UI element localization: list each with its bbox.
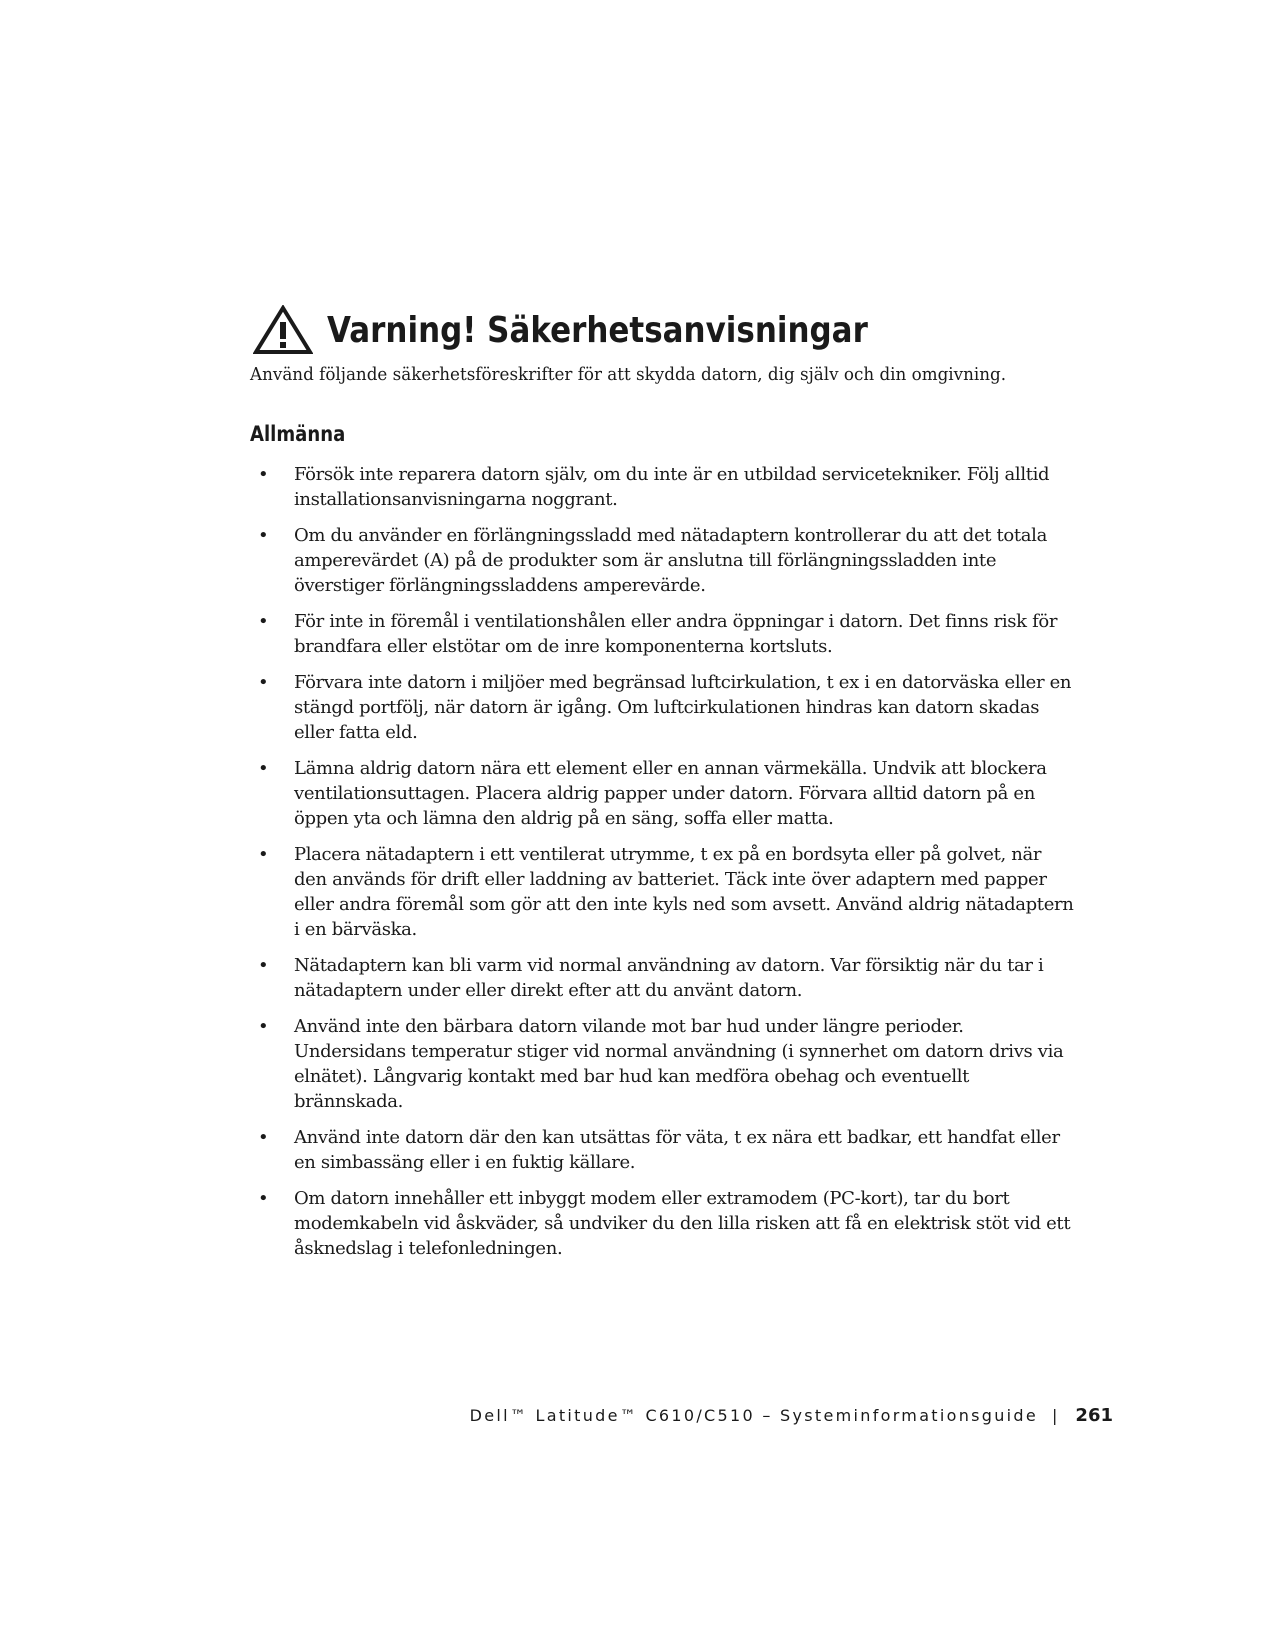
page-title: Varning! Säkerhetsanvisningar [327, 309, 868, 351]
intro-text: Använd följande säkerhetsföreskrifter för att skydda datorn, dig själv och din omgivning. [250, 364, 1007, 385]
list-item-text: Använd inte datorn där den kan utsättas för väta, t ex nära ett badkar, ett handfat eller en simbassäng eller i en fuktig källare. [294, 1127, 1060, 1173]
bullet-icon: • [258, 464, 269, 485]
title-row [253, 305, 956, 355]
list-item [258, 1014, 1078, 1114]
list-item [258, 462, 1078, 512]
bullet-list [258, 462, 1078, 1272]
bullet-icon: • [258, 844, 269, 865]
bullet-icon: • [258, 1188, 269, 1209]
footer-title: Dell™ Latitude™ C610/C510 – Systeminformationsguide [469, 1406, 1039, 1425]
list-item-text: Förvara inte datorn i miljöer med begränsad luftcirkulation, t ex i en datorväska eller en stängd portfölj, när datorn är igång. Om luftcirkulationen hindras kan datorn skadas eller fatta eld. [294, 672, 1072, 743]
list-item [258, 756, 1078, 831]
page-number: 261 [1075, 1405, 1113, 1426]
bullet-icon: • [258, 758, 269, 779]
list-item [258, 953, 1078, 1003]
page-footer [470, 1405, 1113, 1426]
bullet-icon: • [258, 1016, 269, 1037]
list-item-text: Använd inte den bärbara datorn vilande mot bar hud under längre perioder. Undersidans temperatur stiger vid normal användning (i synnerhet om datorn drivs via elnätet). Långvarig kontakt med bar hud kan medföra obehag och eventuellt brännskada. [294, 1016, 1064, 1112]
list-item-text: För inte in föremål i ventilationshålen eller andra öppningar i datorn. Det finns risk för brandfara eller elstötar om de inre komponenterna kortsluts. [294, 611, 1058, 657]
list-item [258, 1186, 1078, 1261]
bullet-icon: • [258, 611, 269, 632]
list-item-text: Nätadaptern kan bli varm vid normal användning av datorn. Var försiktig när du tar i nätadaptern under eller direkt efter att du använt datorn. [294, 955, 1044, 1001]
warning-triangle-icon [253, 305, 313, 355]
bullet-icon: • [258, 955, 269, 976]
list-item-text: Lämna aldrig datorn nära ett element eller en annan värmekälla. Undvik att blockera ventilationsuttagen. Placera aldrig papper under datorn. Förvara alltid datorn på en öppen yta och lämna den aldrig på en säng, soffa eller matta. [294, 758, 1047, 829]
bullet-icon: • [258, 525, 269, 546]
list-item-text: Placera nätadaptern i ett ventilerat utrymme, t ex på en bordsyta eller på golvet, när den används för drift eller laddning av batteriet. Täck inte över adaptern med papper eller andra föremål som gör att den inte kyls ned som avsett. Använd aldrig nätadaptern i en bärväska. [294, 844, 1074, 940]
list-item-text: Försök inte reparera datorn själv, om du inte är en utbildad servicetekniker. Följ alltid installationsanvisningarna noggrant. [294, 464, 1050, 510]
list-item [258, 842, 1078, 942]
bullet-icon: • [258, 1127, 269, 1148]
footer-separator: | [1052, 1406, 1058, 1425]
list-item [258, 609, 1078, 659]
list-item [258, 1125, 1078, 1175]
bullet-icon: • [258, 672, 269, 693]
list-item-text: Om du använder en förlängningssladd med nätadaptern kontrollerar du att det totala amperevärdet (A) på de produkter som är anslutna till förlängningssladden inte överstiger förlängningssladdens amperevärde. [294, 525, 1047, 596]
section-heading: Allmänna [250, 422, 346, 446]
list-item [258, 523, 1078, 598]
list-item-text: Om datorn innehåller ett inbyggt modem eller extramodem (PC-kort), tar du bort modemkabeln vid åskväder, så undviker du den lilla risken att få en elektrisk stöt vid ett åsknedslag i telefonledningen. [294, 1188, 1071, 1259]
list-item [258, 670, 1078, 745]
